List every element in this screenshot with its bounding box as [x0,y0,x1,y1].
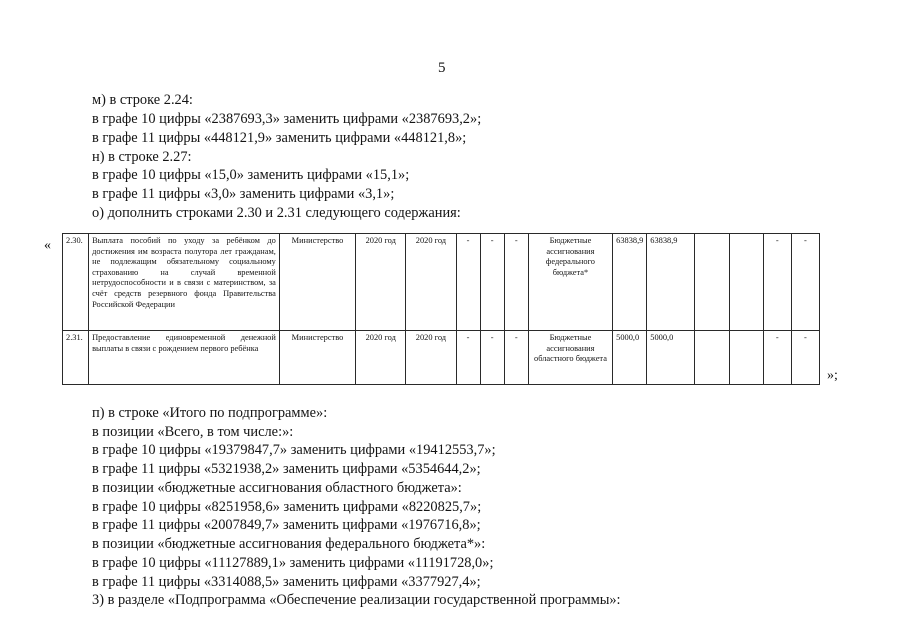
text-line: в графе 11 цифры «448121,9» заменить цифрами «448121,8»; [92,130,467,146]
dash-cell: - [763,234,791,331]
empty-cell [695,234,729,331]
text-line: в позиции «бюджетные ассигнования областного бюджета»: [92,480,462,496]
dash-cell: - [763,331,791,385]
funding-source: Бюджетные ассигнования федерального бюджета* [528,234,612,331]
text-line: в позиции «бюджетные ассигнования федерального бюджета*»: [92,536,486,552]
text-line: в графе 11 цифры «5321938,2» заменить цифрами «5354644,2»; [92,461,481,477]
dash-cell: - [456,234,480,331]
text-line: в графе 10 цифры «15,0» заменить цифрами «15,1»; [92,167,410,183]
text-line: в графе 11 цифры «3,0» заменить цифрами «3,1»; [92,186,395,202]
year-value: 63838,9 [647,234,695,331]
dash-cell: - [480,331,504,385]
end-year: 2020 год [406,234,456,331]
text-line: в графе 10 цифры «8251958,6» заменить цифрами «8220825,7»; [92,499,482,515]
text-line: в графе 10 цифры «19379847,7» заменить цифрами «19412553,7»; [92,442,496,458]
text-line: в графе 10 цифры «2387693,3» заменить цифрами «2387693,2»; [92,111,482,127]
executor: Министерство [279,234,355,331]
funding-source: Бюджетные ассигнования областного бюджета [528,331,612,385]
start-year: 2020 год [356,234,406,331]
text-line: 3) в разделе «Подпрограмма «Обеспечение реализации государственной программы»: [92,592,621,608]
table-row [63,234,820,331]
dash-cell: - [504,234,528,331]
text-line: в графе 11 цифры «3314088,5» заменить цифрами «3377927,4»; [92,574,481,590]
dash-cell: - [791,234,819,331]
table-row [63,331,820,385]
dash-cell: - [791,331,819,385]
total-value: 5000,0 [613,331,647,385]
text-line: в графе 11 цифры «2007849,7» заменить цифрами «1976716,8»; [92,517,481,533]
text-line: в графе 10 цифры «11127889,1» заменить цифрами «11191728,0»; [92,555,494,571]
text-line: в позиции «Всего, в том числе:»: [92,424,294,440]
measure-name: Предоставление единовременной денежной выплаты в связи с рождением первого ребёнка [89,331,280,385]
measure-name: Выплата пособий по уходу за ребёнком до достижения им возраста полутора лет гражданам, не подлежащим обязательному социальному страхованию на случай временной нетрудоспособности и в связи с материнством, за счёт средств резервного фонда Правительства Российской Федерации [89,234,280,331]
row-number: 2.31. [63,331,89,385]
year-value: 5000,0 [647,331,695,385]
dash-cell: - [456,331,480,385]
total-value: 63838,9 [613,234,647,331]
empty-cell [695,331,729,385]
dash-cell: - [504,331,528,385]
text-line: н) в строке 2.27: [92,149,192,165]
text-line: п) в строке «Итого по подпрограмме»: [92,405,328,421]
end-year: 2020 год [406,331,456,385]
empty-cell [729,234,763,331]
closing-quote: »; [827,368,838,383]
amendment-table [62,233,820,385]
page-number: 5 [438,60,446,76]
start-year: 2020 год [356,331,406,385]
executor: Министерство [279,331,355,385]
row-number: 2.30. [63,234,89,331]
empty-cell [729,331,763,385]
text-line: м) в строке 2.24: [92,92,193,108]
opening-quote: « [44,238,51,253]
text-line: о) дополнить строками 2.30 и 2.31 следующего содержания: [92,205,461,221]
dash-cell: - [480,234,504,331]
